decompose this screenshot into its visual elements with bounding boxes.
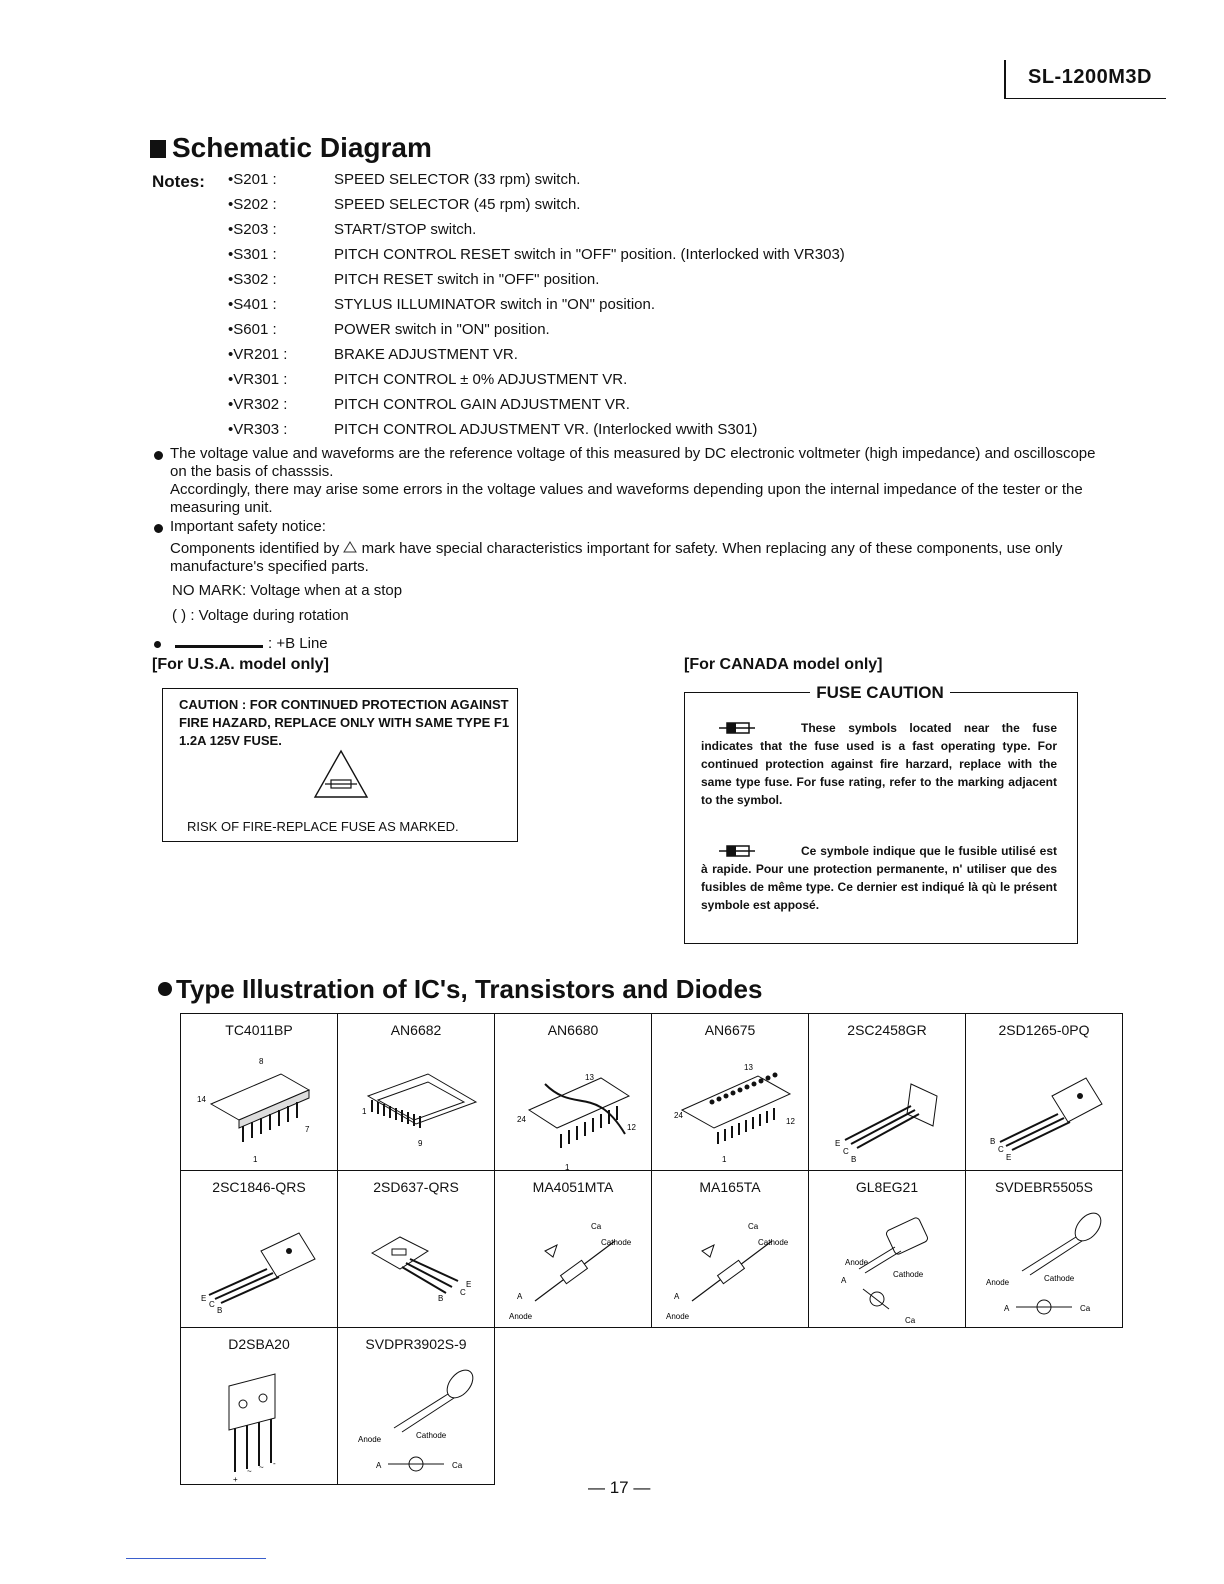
canada-french-text: Ce symbole indique que le fusible utilisé est à rapide. Pour une protection permanente, n' utiliser que des fusibles de même type. Ce dernier est indiqué là qù le présent symbole est apposé. [701, 844, 1057, 912]
part-name: D2SBA20 [228, 1336, 290, 1352]
usa-caution-text: CAUTION : FOR CONTINUED PROTECTION AGAINST FIRE HAZARD, REPLACE ONLY WITH SAME TYPE F1 1.2A 125V FUSE. [179, 697, 510, 748]
svg-text:9: 9 [418, 1139, 423, 1148]
part-name: MA165TA [699, 1179, 761, 1195]
svg-text:B: B [438, 1294, 444, 1303]
svg-text:7: 7 [305, 1125, 310, 1134]
fuse-caution-title [684, 683, 1076, 703]
note-description: PITCH CONTROL GAIN ADJUSTMENT VR. [334, 396, 630, 413]
note-description: PITCH CONTROL ± 0% ADJUSTMENT VR. [334, 371, 628, 388]
usa-heading: [For U.S.A. model only] [152, 656, 329, 673]
fuse-warning-icon [313, 749, 369, 799]
part-cell [180, 1327, 338, 1485]
footer-line [126, 1558, 266, 1559]
header-rule [1004, 60, 1028, 98]
dip24b-package-icon [662, 1044, 798, 1166]
to92-package-icon [819, 1044, 955, 1166]
svg-text:24: 24 [517, 1115, 526, 1124]
to126-package-icon [348, 1201, 484, 1323]
led-package-icon [819, 1201, 955, 1323]
note-code: •S202 : [228, 196, 277, 213]
part-name: SVDEBR5505S [994, 1179, 1094, 1195]
b-line-note: : +B Line [268, 635, 328, 652]
svg-text:Anode: Anode [845, 1258, 869, 1267]
page-number: — 17 — [588, 1478, 651, 1497]
part-cell [337, 1170, 495, 1328]
canada-english-text: These symbols located near the fuse indicates that the fuse used is a fast operating type. For continued protection against fire harzard, replace with the same type fuse. For fuse rating, refer to the marking adjacent to the symbol. [701, 721, 1057, 807]
warning-triangle-icon [343, 541, 357, 553]
note-code: •S203 : [228, 221, 277, 238]
svg-text:Cathode: Cathode [1044, 1274, 1075, 1283]
dip24-package-icon [505, 1044, 641, 1172]
bullet-icon [154, 641, 161, 648]
part-cell [965, 1013, 1123, 1171]
part-cell [651, 1170, 809, 1328]
rotation-note: ( ) : Voltage during rotation [172, 607, 349, 624]
svg-text:Ca: Ca [591, 1222, 602, 1231]
svg-text:B: B [990, 1137, 996, 1146]
part-name: TC4011BP [225, 1022, 293, 1038]
note-description: SPEED SELECTOR (33 rpm) switch. [334, 171, 581, 188]
sip-package-icon [348, 1044, 484, 1166]
svg-text:E: E [201, 1294, 207, 1303]
part-name: AN6682 [390, 1022, 442, 1038]
note-description: STYLUS ILLUMINATOR switch in "ON" position. [334, 296, 656, 313]
svg-text:Anode: Anode [358, 1435, 382, 1444]
part-cell [965, 1170, 1123, 1328]
svg-text:Anode: Anode [986, 1278, 1010, 1287]
part-name: 2SD1265-0PQ [998, 1022, 1090, 1038]
part-cell [180, 1170, 338, 1328]
note-description: POWER switch in "ON" position. [334, 321, 550, 338]
usa-caution-box [162, 688, 518, 842]
svg-text:A: A [1004, 1304, 1010, 1313]
notes-label: Notes: [152, 172, 205, 191]
part-name: AN6680 [547, 1022, 599, 1038]
part-cell [494, 1170, 652, 1328]
svg-text:A: A [376, 1461, 382, 1470]
note-code: •S201 : [228, 171, 277, 188]
svg-text:1: 1 [565, 1163, 570, 1172]
part-name: SVDPR3902S-9 [365, 1336, 467, 1352]
fuse-caution-title-text: FUSE CAUTION [810, 683, 950, 702]
svg-text:14: 14 [197, 1095, 206, 1104]
svg-text:C: C [209, 1300, 215, 1309]
header-underline [1004, 98, 1166, 99]
svg-text:12: 12 [786, 1117, 795, 1126]
ledr-package-icon [348, 1358, 484, 1480]
bullet-icon [154, 524, 163, 533]
part-cell [494, 1013, 652, 1171]
note-code: •S301 : [228, 246, 277, 263]
square-bullet-icon [150, 140, 166, 158]
part-name: 2SD637-QRS [373, 1179, 459, 1195]
svg-text:E: E [835, 1139, 841, 1148]
safety-text-pre: Components identified by [170, 540, 340, 557]
svg-text:Anode: Anode [666, 1312, 690, 1321]
svg-text:E: E [1006, 1153, 1012, 1162]
safety-text-post: mark have special characteristics important for safety. When replacing any of these components, use only manufacture's specified parts. [170, 540, 1063, 575]
b-line-sample [175, 645, 263, 648]
note-description: START/STOP switch. [334, 221, 477, 238]
svg-text:Ca: Ca [748, 1222, 759, 1231]
note-code: •VR303 : [228, 421, 288, 438]
canada-fuse-box [684, 692, 1078, 944]
ledr-package-icon [976, 1201, 1112, 1323]
part-cell [180, 1013, 338, 1171]
note-code: •S601 : [228, 321, 277, 338]
voltage-paragraph-1: The voltage value and waveforms are the reference voltage of this measured by DC electronic voltmeter (high impedance) and oscilloscope on the basis of chasssis. [170, 445, 1096, 480]
svg-text:13: 13 [744, 1063, 753, 1072]
section-title-text: Schematic Diagram [172, 132, 432, 163]
note-code: •VR302 : [228, 396, 288, 413]
section-title-types [158, 974, 762, 1005]
note-description: PITCH CONTROL RESET switch in "OFF" position. (Interlocked with VR303) [334, 246, 845, 263]
note-code: •S302 : [228, 271, 277, 288]
note-description: SPEED SELECTOR (45 rpm) switch. [334, 196, 581, 213]
svg-text:Cathode: Cathode [758, 1238, 789, 1247]
usa-risk-text: RISK OF FIRE-REPLACE FUSE AS MARKED. [187, 819, 459, 834]
svg-text:8: 8 [259, 1057, 264, 1066]
safety-heading: Important safety notice: [170, 518, 326, 535]
svg-text:Ca: Ca [1080, 1304, 1091, 1313]
note-code: •S401 : [228, 296, 277, 313]
svg-text:12: 12 [627, 1123, 636, 1132]
svg-text:C: C [843, 1147, 849, 1156]
bullet-icon [154, 451, 163, 460]
part-cell [651, 1013, 809, 1171]
bridge-package-icon [191, 1358, 327, 1484]
note-code: •VR201 : [228, 346, 288, 363]
svg-text:1: 1 [253, 1155, 258, 1164]
svg-text:A: A [841, 1276, 847, 1285]
note-description: PITCH CONTROL ADJUSTMENT VR. (Interlocked wwith S301) [334, 421, 758, 438]
part-name: AN6675 [704, 1022, 756, 1038]
svg-text:Ca: Ca [452, 1461, 463, 1470]
part-cell [808, 1013, 966, 1171]
svg-text:1: 1 [362, 1107, 367, 1116]
svg-text:-: - [273, 1459, 276, 1468]
svg-text:Cathode: Cathode [893, 1270, 924, 1279]
part-cell [337, 1327, 495, 1485]
svg-text:A: A [674, 1292, 680, 1301]
svg-text:13: 13 [585, 1073, 594, 1082]
dip14-package-icon [191, 1044, 327, 1166]
part-name: 2SC1846-QRS [212, 1179, 306, 1195]
svg-text:24: 24 [674, 1111, 683, 1120]
part-name: MA4051MTA [532, 1179, 614, 1195]
svg-text:Cathode: Cathode [416, 1431, 447, 1440]
svg-text:B: B [217, 1306, 223, 1315]
svg-text:+: + [233, 1475, 238, 1484]
canada-heading: [For CANADA model only] [684, 656, 883, 673]
section-title-schematic [150, 132, 432, 164]
svg-text:~: ~ [247, 1467, 252, 1476]
to220b-package-icon [191, 1201, 327, 1323]
svg-text:E: E [466, 1280, 472, 1289]
svg-text:Anode: Anode [509, 1312, 533, 1321]
svg-text:~: ~ [259, 1463, 264, 1472]
note-description: PITCH RESET switch in "OFF" position. [334, 271, 600, 288]
safety-paragraph [170, 540, 1100, 576]
note-code: •VR301 : [228, 371, 288, 388]
svg-text:B: B [851, 1155, 857, 1164]
svg-text:A: A [517, 1292, 523, 1301]
diode-package-icon [662, 1201, 798, 1323]
model-number: SL-1200M3D [1028, 66, 1152, 88]
diode-package-icon [505, 1201, 641, 1323]
part-cell [337, 1013, 495, 1171]
note-description: BRAKE ADJUSTMENT VR. [334, 346, 518, 363]
part-cell [808, 1170, 966, 1328]
svg-text:Ca: Ca [905, 1316, 916, 1325]
svg-text:1: 1 [722, 1155, 727, 1164]
voltage-paragraph-2: Accordingly, there may arise some errors in the voltage values and waveforms depending upon the internal impedance of the tester or the measuring unit. [170, 481, 1083, 516]
svg-text:Cathode: Cathode [601, 1238, 632, 1247]
no-mark-note: NO MARK: Voltage when at a stop [172, 582, 403, 599]
part-name: 2SC2458GR [847, 1022, 927, 1038]
svg-text:C: C [460, 1288, 466, 1297]
round-bullet-icon [158, 982, 172, 996]
to220-package-icon [976, 1044, 1112, 1166]
types-title-text: Type Illustration of IC's, Transistors and Diodes [176, 974, 763, 1004]
svg-text:C: C [998, 1145, 1004, 1154]
part-name: GL8EG21 [855, 1179, 919, 1195]
